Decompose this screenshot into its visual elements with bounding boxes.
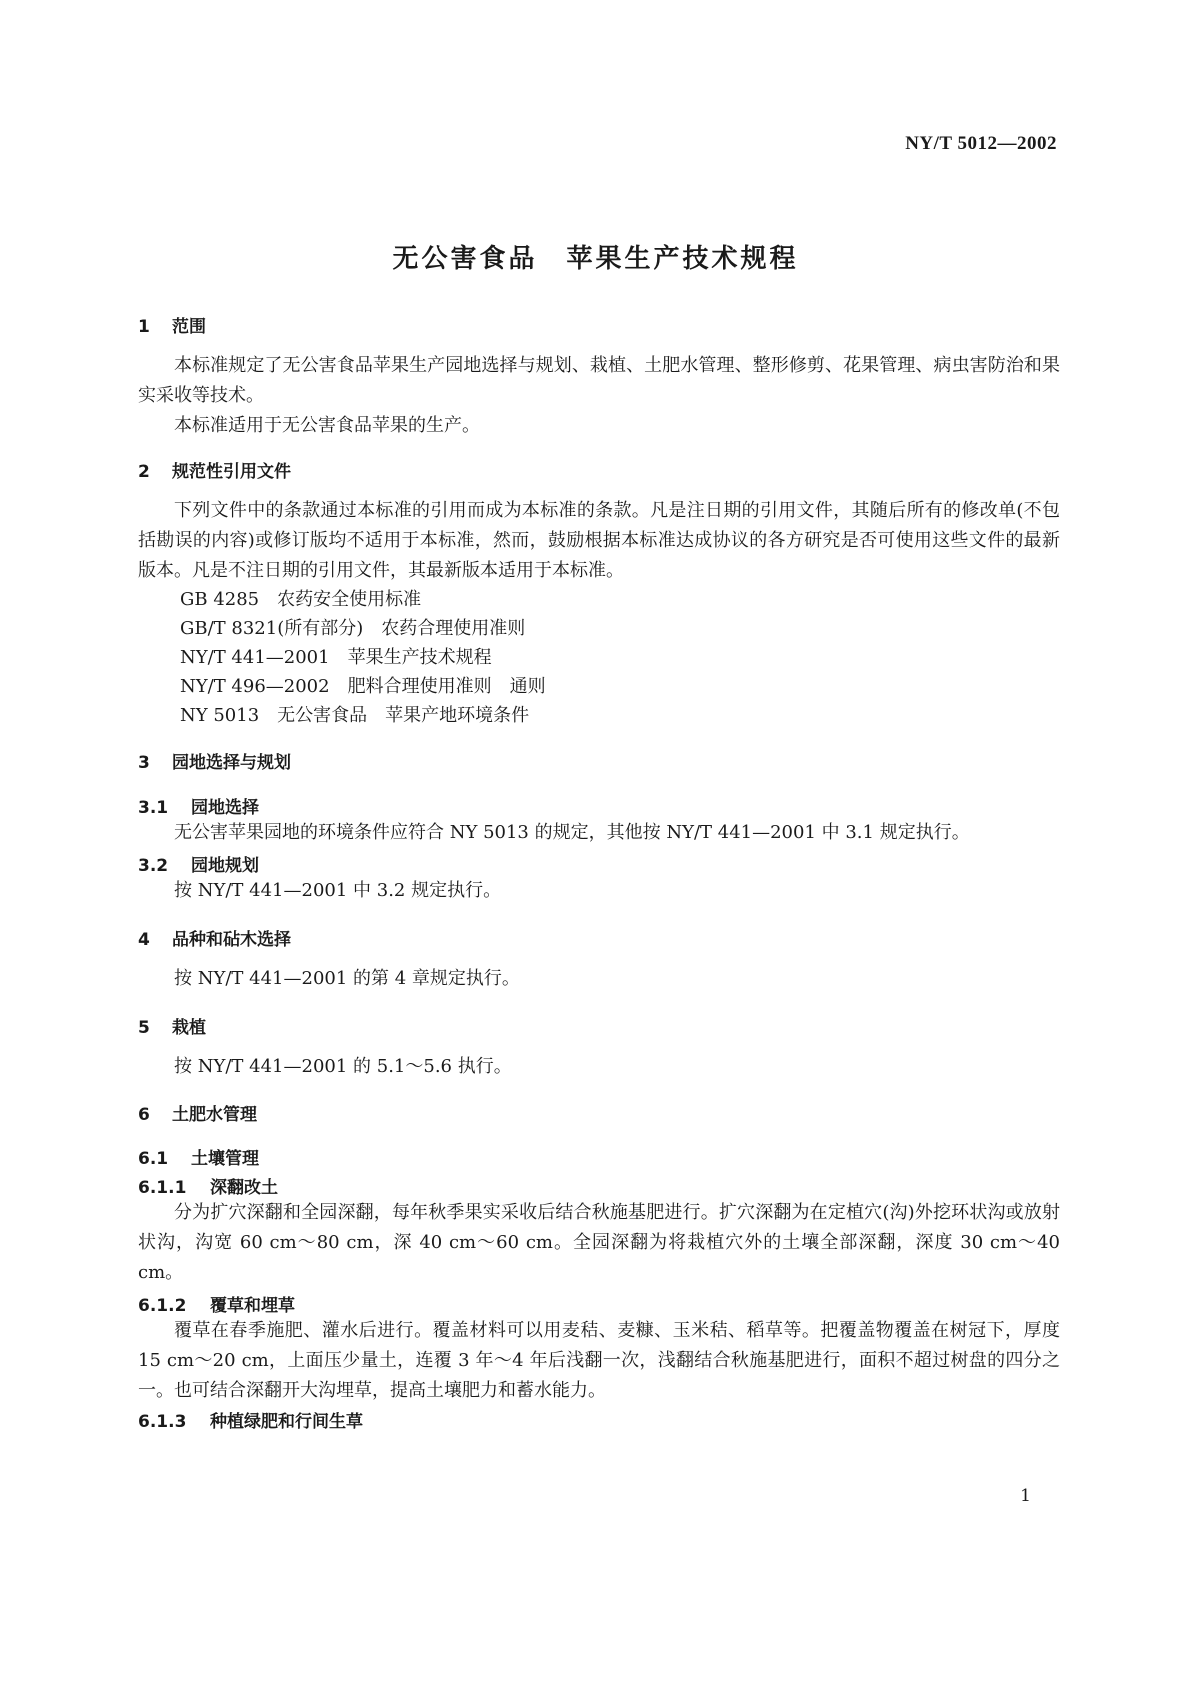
subsection-number: 6.1.1 xyxy=(138,1178,187,1198)
paragraph: 按 NY/T 441—2001 的第 4 章规定执行。 xyxy=(174,968,520,989)
subsection-6-1-heading xyxy=(138,1144,259,1169)
paragraph: 无公害苹果园地的环境条件应符合 NY 5013 的规定，其他按 NY/T 441—2001 中 3.1 规定执行。 xyxy=(174,822,970,843)
subsection-6-1-2-heading xyxy=(138,1291,295,1316)
section-1-heading xyxy=(138,312,206,337)
subsection-title: 园地选择 xyxy=(191,798,259,818)
section-title: 土肥水管理 xyxy=(172,1105,257,1125)
subsection-title: 园地规划 xyxy=(191,856,259,876)
reference-item: GB 4285 农药安全使用标准 xyxy=(180,589,422,610)
subsection-title: 种植绿肥和行间生草 xyxy=(210,1412,363,1432)
paragraph: 本标准规定了无公害食品苹果生产园地选择与规划、栽植、土肥水管理、整形修剪、花果管理、病虫害防治和果实采收等技术。 xyxy=(138,355,1060,406)
subsection-number: 6.1.3 xyxy=(138,1412,187,1432)
subsection-number: 3.2 xyxy=(138,856,169,876)
page-number: 1 xyxy=(1020,1486,1031,1506)
reference-item: NY/T 441—2001 苹果生产技术规程 xyxy=(180,647,492,668)
paragraph: 覆草在春季施肥、灌水后进行。覆盖材料可以用麦秸、麦糠、玉米秸、稻草等。把覆盖物覆盖在树冠下，厚度 15 cm～20 cm，上面压少量土，连覆 3 年～4 年后浅翻一次，浅翻结合秋施基肥进行，面积不超过树盘的四分之一。也可结合深翻开大沟埋草，提高土壤肥力和蓄水能力。 xyxy=(138,1320,1060,1401)
paragraph: 本标准适用于无公害食品苹果的生产。 xyxy=(174,415,480,436)
subsection-number: 3.1 xyxy=(138,798,169,818)
section-title: 栽植 xyxy=(172,1018,206,1038)
subsection-6-1-1-heading xyxy=(138,1173,278,1198)
subsection-6-1-3-heading xyxy=(138,1407,363,1432)
section-5-heading xyxy=(138,1013,206,1038)
paragraph: 下列文件中的条款通过本标准的引用而成为本标准的条款。凡是注日期的引用文件，其随后所有的修改单(不包括勘误的内容)或修订版均不适用于本标准，然而，鼓励根据本标准达成协议的各方研究是否可使用这些文件的最新版本。凡是不注日期的引用文件，其最新版本适用于本标准。 xyxy=(138,500,1060,581)
section-number: 1 xyxy=(138,317,150,337)
subsection-title: 深翻改土 xyxy=(210,1178,278,1198)
section-6-heading xyxy=(138,1100,257,1125)
subsection-3-1-heading xyxy=(138,793,259,818)
section-4-heading xyxy=(138,925,291,950)
reference-item: NY 5013 无公害食品 苹果产地环境条件 xyxy=(180,705,530,726)
section-2-heading xyxy=(138,457,291,482)
document-title: 无公害食品 苹果生产技术规程 xyxy=(392,244,799,274)
paragraph: 分为扩穴深翻和全园深翻，每年秋季果实采收后结合秋施基肥进行。扩穴深翻为在定植穴(沟)外挖环状沟或放射状沟，沟宽 60 cm～80 cm，深 40 cm～60 cm。全园深翻为将栽植穴外的土壤全部深翻，深度 30 cm～40 cm。 xyxy=(138,1202,1060,1283)
subsection-title: 覆草和埋草 xyxy=(210,1296,295,1316)
section-number: 2 xyxy=(138,462,150,482)
section-title: 品种和砧木选择 xyxy=(172,930,291,950)
paragraph: 按 NY/T 441—2001 中 3.2 规定执行。 xyxy=(174,880,502,901)
section-title: 园地选择与规划 xyxy=(172,753,291,773)
reference-item: NY/T 496—2002 肥料合理使用准则 通则 xyxy=(180,676,546,697)
section-number: 3 xyxy=(138,753,150,773)
section-3-heading xyxy=(138,748,291,773)
subsection-number: 6.1 xyxy=(138,1149,169,1169)
subsection-title: 土壤管理 xyxy=(191,1149,259,1169)
section-title: 范围 xyxy=(172,317,206,337)
section-title: 规范性引用文件 xyxy=(172,462,291,482)
section-number: 6 xyxy=(138,1105,150,1125)
standard-code: NY/T 5012—2002 xyxy=(905,133,1057,154)
section-number: 4 xyxy=(138,930,150,950)
paragraph: 按 NY/T 441—2001 的 5.1～5.6 执行。 xyxy=(174,1056,512,1077)
subsection-3-2-heading xyxy=(138,851,259,876)
section-number: 5 xyxy=(138,1018,150,1038)
reference-item: GB/T 8321(所有部分) 农药合理使用准则 xyxy=(180,618,526,639)
subsection-number: 6.1.2 xyxy=(138,1296,187,1316)
